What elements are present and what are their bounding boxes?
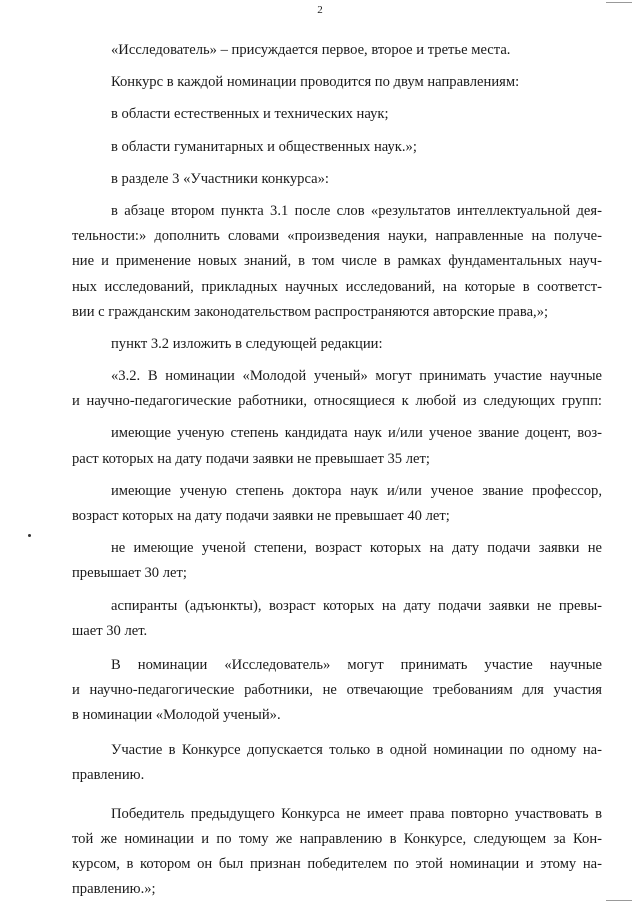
text-line: правлению.»;	[72, 881, 156, 898]
text-line: в номинации «Молодой ученый».	[72, 707, 281, 724]
text-line: Победитель предыдущего Конкурса не имеет права повторно участвовать в	[111, 805, 602, 822]
text-line: имеющие ученую степень доктора наук и/или ученое звание профессор,	[111, 482, 602, 499]
text-line: той же номинации и по тому же направлению в Конкурсе, следующем за Кон-	[72, 831, 602, 848]
text-line: в области гуманитарных и общественных наук.»;	[111, 138, 417, 155]
text-line: не имеющие ученой степени, возраст которых на дату подачи заявки не	[111, 540, 602, 557]
text-line: Участие в Конкурсе допускается только в одной номинации по одному на-	[111, 741, 602, 758]
text-line: и научно-педагогические работники, не отвечающие требованиям для участия	[72, 682, 602, 699]
text-line: превышает 30 лет;	[72, 565, 187, 582]
text-line: пункт 3.2 изложить в следующей редакции:	[111, 335, 383, 352]
text-line: имеющие ученую степень кандидата наук и/или ученое звание доцент, воз-	[111, 425, 602, 442]
text-line: аспиранты (адъюнкты), возраст которых на дату подачи заявки не превы-	[111, 597, 602, 614]
text-line: ных исследований, прикладных научных исследований, на которые в соответст-	[72, 278, 602, 295]
text-line: и научно-педагогические работники, относящиеся к любой из следующих групп:	[72, 393, 602, 410]
text-line: В номинации «Исследователь» могут принимать участие научные	[111, 656, 602, 673]
scan-mark	[606, 900, 632, 901]
text-line: курсом, в котором он был признан победителем по этой номинации и этому на-	[72, 856, 602, 873]
scan-mark	[606, 2, 632, 3]
text-line: в области естественных и технических наук;	[111, 106, 389, 123]
document-body	[72, 38, 602, 903]
text-line: «3.2. В номинации «Молодой ученый» могут принимать участие научные	[111, 368, 602, 385]
page-number: 2	[317, 4, 323, 16]
text-line: шает 30 лет.	[72, 622, 148, 639]
text-line: возраст которых на дату подачи заявки не превышает 40 лет;	[72, 508, 450, 524]
text-line: вии с гражданским законодательством распространяются авторские права,»;	[72, 303, 549, 320]
scan-speck	[28, 534, 31, 537]
text-line: в разделе 3 «Участники конкурса»:	[111, 170, 329, 187]
text-line: в абзаце втором пункта 3.1 после слов «результатов интеллектуальной дея-	[111, 202, 602, 219]
text-line: ние и применение новых знаний, в том числе в рамках фундаментальных науч-	[72, 253, 602, 270]
text-line: тельности:» дополнить словами «произведения науки, направленные на получе-	[72, 228, 602, 245]
text-line: Конкурс в каждой номинации проводится по двум направлениям:	[111, 74, 520, 91]
text-line: раст которых на дату подачи заявки не превышает 35 лет;	[72, 450, 430, 467]
text-line: «Исследователь» – присуждается первое, второе и третье места.	[111, 42, 511, 58]
text-line: правлению.	[72, 766, 145, 783]
